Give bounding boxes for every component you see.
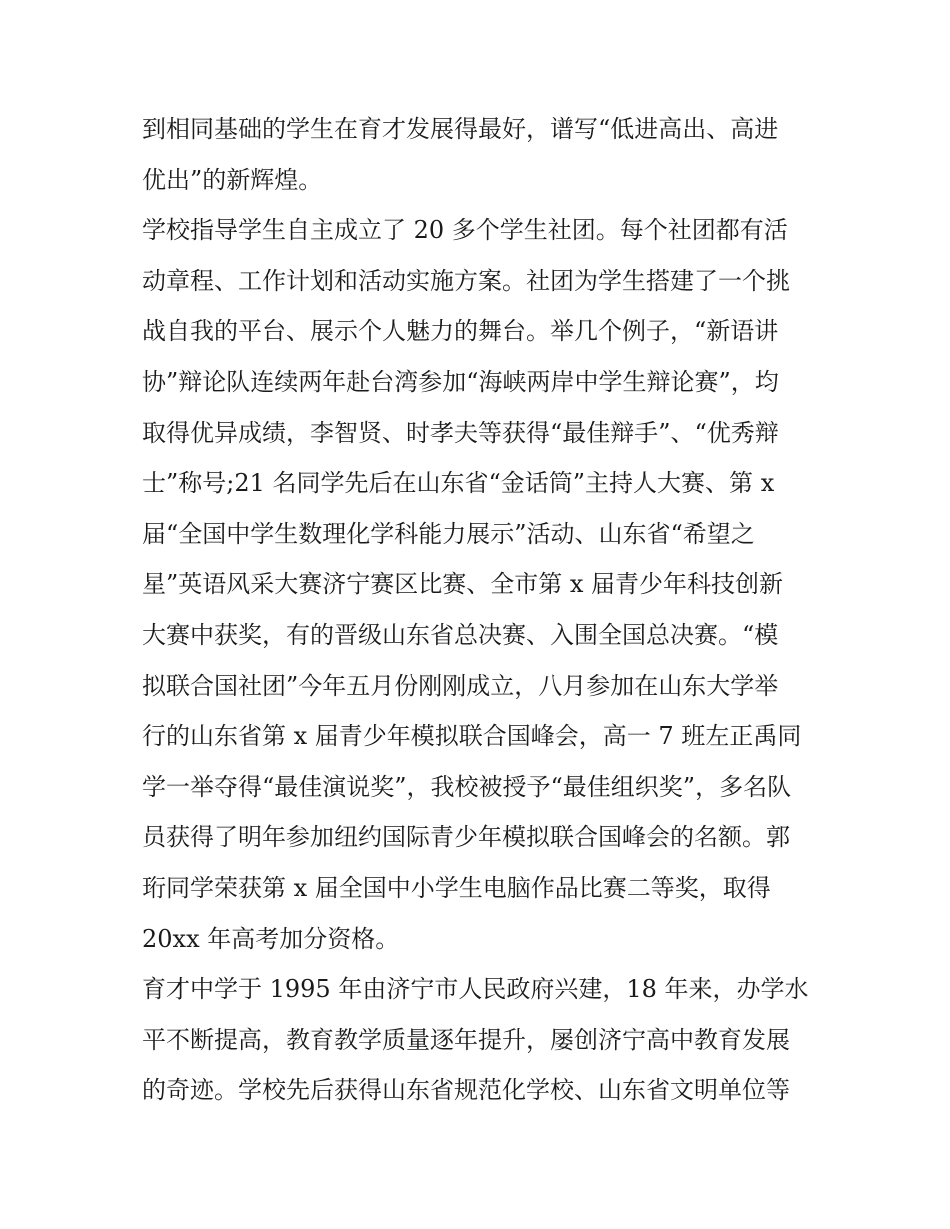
document-body xyxy=(142,104,822,1116)
text-line: 取得优异成绩，李智贤、时孝夫等获得“最佳辩手”、“优秀辩 xyxy=(142,418,779,447)
text-line: 行的山东省第 x 届青少年模拟联合国峰会，高一 7 班左正禹同 xyxy=(142,722,802,751)
text-line: 拟联合国社团”今年五月份刚刚成立，八月参加在山东大学举 xyxy=(142,671,779,700)
paragraph xyxy=(142,104,822,205)
paragraph xyxy=(142,964,822,1116)
text-line: 20xx 年高考加分资格。 xyxy=(142,924,400,953)
text-line: 学校指导学生自主成立了 20 多个学生社团。每个社团都有活 xyxy=(142,216,788,245)
text-line: 大赛中获奖，有的晋级山东省总决赛、入围全国总决赛。“模 xyxy=(142,620,779,649)
text-line: 员获得了明年参加纽约国际青少年模拟联合国峰会的名额。郭 xyxy=(142,823,790,852)
text-line: 到相同基础的学生在育才发展得最好，谱写“低进高出、高进 xyxy=(142,115,779,143)
text-line: 的奇迹。学校先后获得山东省规范化学校、山东省文明单位等 xyxy=(142,1076,790,1105)
paragraph xyxy=(142,205,822,964)
text-line: 届“全国中学生数理化学科能力展示”活动、山东省“希望之 xyxy=(142,519,755,548)
text-line: 战自我的平台、展示个人魅力的舞台。举几个例子，“新语讲 xyxy=(142,317,779,346)
text-line: 协”辩论队连续两年赴台湾参加“海峡两岸中学生辩论赛”，均 xyxy=(142,367,779,396)
text-line: 珩同学荣获第 x 届全国中小学生电脑作品比赛二等奖，取得 xyxy=(142,873,771,902)
text-line: 育才中学于 1995 年由济宁市人民政府兴建，18 年来，办学水 xyxy=(142,975,809,1004)
text-line: 平不断提高，教育教学质量逐年提升，屡创济宁高中教育发展 xyxy=(142,1025,790,1054)
text-line: 优出”的新辉煌。 xyxy=(142,165,323,194)
text-line: 动章程、工作计划和活动实施方案。社团为学生搭建了一个挑 xyxy=(142,266,790,295)
text-line: 星”英语风采大赛济宁赛区比赛、全市第 x 届青少年科技创新 xyxy=(142,570,784,599)
text-line: 士”称号;21 名同学先后在山东省“金话筒”主持人大赛、第 x xyxy=(142,469,775,498)
text-line: 学一举夺得“最佳演说奖”，我校被授予“最佳组织奖”，多名队 xyxy=(142,772,792,801)
